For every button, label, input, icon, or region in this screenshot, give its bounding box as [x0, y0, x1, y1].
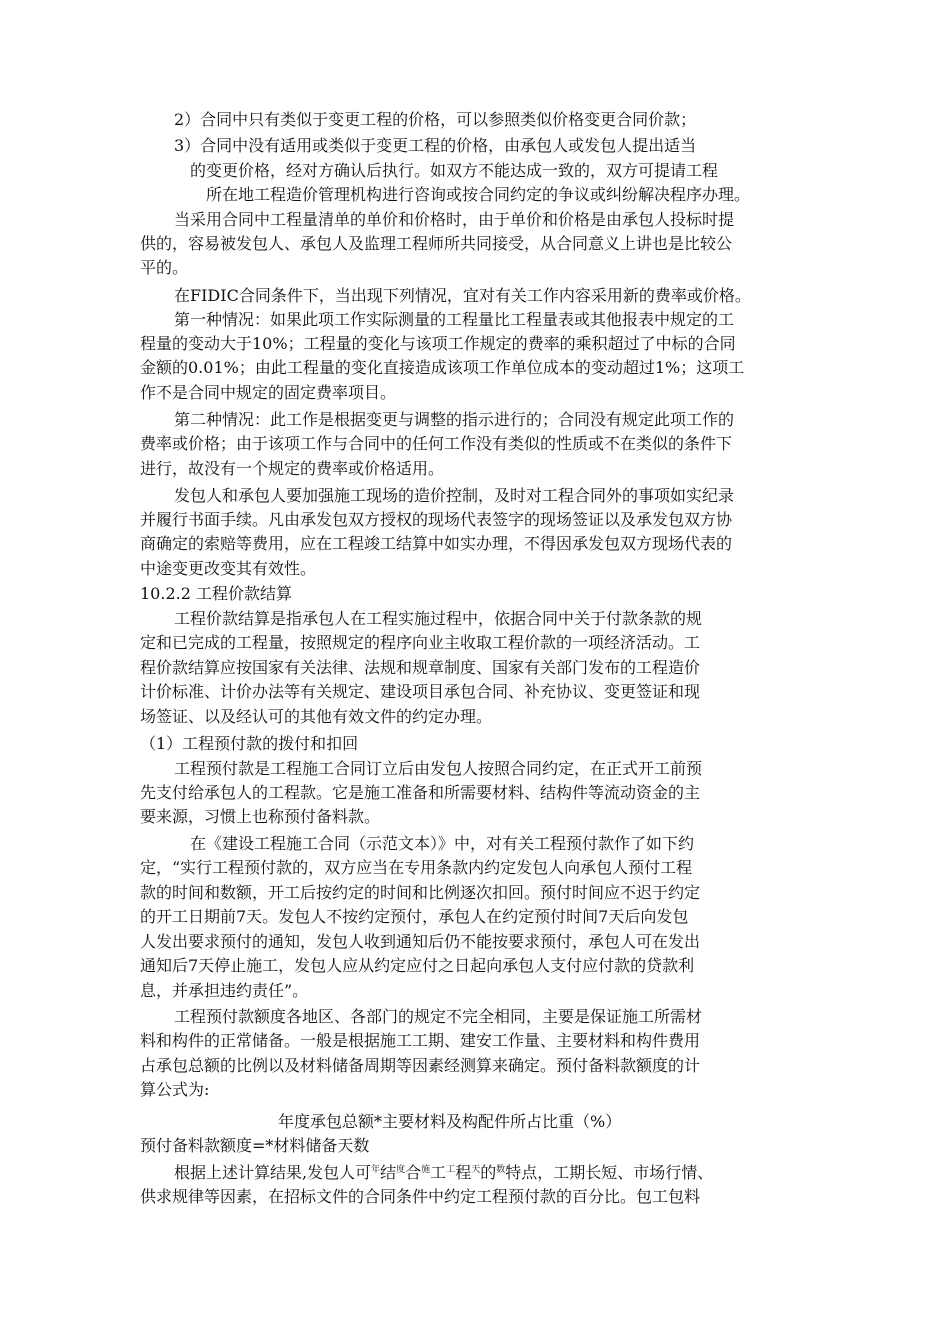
- text-line-4: 所在地工程造价管理机构进行咨询或按合同约定的争议或纠纷解决程序办理。: [206, 185, 751, 204]
- text-line-11: 金额的0.01%；由此工程量的变化直接造成该项工作单位成本的变动超过1%；这项工: [140, 358, 745, 377]
- mixed-run: 根据上述计算结果,发包人可: [174, 1163, 372, 1182]
- small-run: 度: [396, 1165, 406, 1175]
- text-line-16: 发包人和承包人要加强施工现场的造价控制，及时对工程合同外的事项如实纪录: [174, 486, 735, 505]
- text-line-last: 供求规律等因素，在招标文件的合同条件中约定工程预付款的百分比。包工包料: [140, 1187, 701, 1206]
- text-line-22: 定和已完成的工程量，按照规定的程序向业主收取工程价款的一项经济活动。工: [140, 633, 701, 652]
- small-run: 工: [446, 1165, 456, 1175]
- text-line-2: 3）合同中没有适用或类似于变更工程的价格，由承包人或发包人提出适当: [174, 136, 697, 155]
- small-run: 年: [371, 1165, 381, 1175]
- mixed-run: 结: [380, 1163, 397, 1182]
- text-line-21: 工程价款结算是指承包人在工程实施过程中，依据合同中关于付款条款的规: [174, 609, 703, 628]
- section-heading: 10.2.2 工程价款结算: [140, 584, 292, 603]
- text-line-27: 工程预付款是工程施工合同订立后由发包人按照合同约定，在正式开工前预: [174, 759, 703, 778]
- mixed-run: 程: [455, 1163, 472, 1182]
- subsection-heading: （1）工程预付款的拨付和扣回: [140, 734, 359, 753]
- text-line-15: 进行，故没有一个规定的费率或价格适用。: [140, 459, 445, 478]
- formula-numerator: 年度承包总额*主要材料及构配件所占比重（%）: [278, 1112, 622, 1131]
- text-line-12: 作不是合同中规定的固定费率项目。: [140, 383, 397, 402]
- text-line-13: 第二种情况：此工作是根据变更与调整的指示进行的；合同没有规定此项工作的: [174, 410, 735, 429]
- text-line-3: 的变更价格，经对方确认后执行。如双方不能达成一致的，双方可提请工程: [190, 161, 719, 180]
- text-line-29: 要来源，习惯上也称预付备料款。: [140, 807, 381, 826]
- text-line-6: 供的，容易被发包人、承包人及监理工程师所共同接受，从合同意义上讲也是比较公: [140, 234, 733, 253]
- mixed-run: 特点，工期长短、市场行情、: [505, 1163, 714, 1182]
- small-run: 数: [496, 1165, 506, 1175]
- text-line-19: 中途变更改变其有效性。: [140, 559, 317, 578]
- text-line-8: 在FIDIC合同条件下，当出现下列情况，宜对有关工作内容采用新的费率或价格。: [174, 286, 751, 305]
- text-line-32: 款的时间和数额，开工后按约定的时间和比例逐次扣回。预付时间应不迟于约定: [140, 883, 701, 902]
- mixed-run: 合: [405, 1163, 422, 1182]
- formula-line: 预付备料款额度=*材料储备天数: [140, 1136, 370, 1155]
- text-line-mixed: [174, 1162, 713, 1184]
- text-line-36: 息，并承担违约责任”。: [140, 981, 309, 1000]
- text-line-7: 平的。: [140, 258, 189, 277]
- text-line-17: 并履行书面手续。凡由承发包双方授权的现场代表签字的现场签证以及承发包双方协: [140, 510, 733, 529]
- text-line-9: 第一种情况：如果此项工作实际测量的工程量比工程量表或其他报表中规定的工: [174, 310, 735, 329]
- text-line-18: 商确定的索赔等费用，应在工程竣工结算中如实办理，不得因承发包双方现场代表的: [140, 534, 733, 553]
- text-line-28: 先支付给承包人的工程款。它是施工准备和所需要材料、结构件等流动资金的主: [140, 783, 701, 802]
- text-line-38: 料和构件的正常储备。一般是根据施工工期、建安工作量、主要材料和构件费用: [140, 1031, 701, 1050]
- small-run: 天: [471, 1165, 481, 1175]
- text-line-31: 定，“实行工程预付款的，双方应当在专用条款内约定发包人向承包人预付工程: [140, 858, 693, 877]
- text-line-37: 工程预付款额度各地区、各部门的规定不完全相同，主要是保证施工所需材: [174, 1007, 703, 1026]
- small-run: 施: [421, 1165, 431, 1175]
- text-line-35: 通知后7天停止施工，发包人应从约定应付之日起向承包人支付应付款的贷款利: [140, 956, 695, 975]
- mixed-run: 工: [430, 1163, 447, 1182]
- text-line-14: 费率或价格；由于该项工作与合同中的任何工作没有类似的性质或不在类似的条件下: [140, 434, 733, 453]
- text-line-25: 场签证、以及经认可的其他有效文件的约定办理。: [140, 707, 493, 726]
- text-line-34: 人发出要求预付的通知，发包人收到通知后仍不能按要求预付，承包人可在发出: [140, 932, 701, 951]
- text-line-10: 程量的变动大于10%；工程量的变化与该项工作规定的费率的乘积超过了中标的合同: [140, 334, 736, 353]
- text-line-5: 当采用合同中工程量清单的单价和价格时，由于单价和价格是由承包人投标时提: [174, 210, 735, 229]
- text-line-40: 算公式为:: [140, 1080, 210, 1099]
- text-line-24: 计价标准、计价办法等有关规定、建设项目承包合同、补充协议、变更签证和现: [140, 682, 701, 701]
- text-line-33: 的开工日期前7天。发包人不按约定预付，承包人在约定预付时间7天后向发包: [140, 907, 689, 926]
- text-line-30: 在《建设工程施工合同（示范文本）》中，对有关工程预付款作了如下约: [190, 834, 695, 853]
- mixed-run: 的: [480, 1163, 497, 1182]
- text-line-23: 程价款结算应按国家有关法律、法规和规章制度、国家有关部门发布的工程造价: [140, 658, 701, 677]
- text-line-39: 占承包总额的比例以及材料储备周期等因素经测算来确定。预付备料款额度的计: [140, 1056, 701, 1075]
- text-line-1: 2）合同中只有类似于变更工程的价格，可以参照类似价格变更合同价款；: [174, 110, 697, 129]
